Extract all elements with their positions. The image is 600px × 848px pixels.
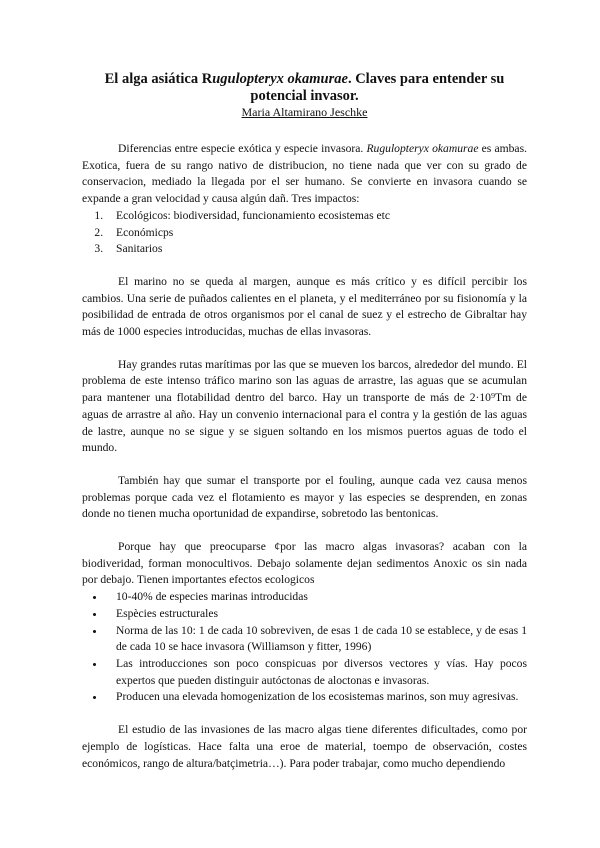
list-item: • 10-40% de especies marinas introducidas [106,589,527,606]
author-name: Maria Altamirano Jeschke [241,105,368,119]
paragraph-1-text-b: es ambas. Exotica, fuera de su rango nativo de distribucion, no tiene nada que ver con su grado de conservacion, mediado la llegada por el ser humano. Se convierte en invasora cuando se expande a gran velocidad y causa algún dañ. Tres impactos: [82,142,527,206]
effects-list [82,589,527,706]
title-species: ugulopteryx okamurae [212,71,348,87]
list-item: 1. Ecológicos: biodiversidad, funcionamiento ecosistemas etc [106,208,527,225]
species-name: Rugulopteryx okamurae [366,142,479,155]
title-suffix: . Claves para entender su potencial invasor. [250,71,505,104]
impacts-list [82,208,527,258]
list-item: 2. Económicps [106,225,527,242]
list-item: • Espècies estructurales [106,606,527,623]
paragraph-1 [82,141,527,208]
document-title [82,71,527,105]
list-item: • Norma de las 10: 1 de cada 10 sobreviven, de esas 1 de cada 10 se establece, y de esas 1 de cada 10 se hace invasora (Williamson y fitter, 1996) [106,623,527,656]
paragraph-4: También hay que sumar el transporte por el fouling, aunque cada vez causa menos problemas porque cada vez el flotamiento es mayor y las especies se desprenden, en zonas donde no tienen mucha oportunidad de expandirse, sobretodo las bentonicas. [82,473,527,521]
paragraph-6: El estudio de las invasiones de las macro algas tiene diferentes dificultades, como por ejemplo de logísticas. Hace falta una eroe de material, toempo de observación, costes económicos, rango de altura/batçimetria…). Para poder trabajar, como mucho dependiendo [82,723,527,770]
document-page [82,71,527,772]
paragraph-1-text-a: Diferencias entre especie exótica y especie invasora. [118,142,367,155]
list-item: 3. Sanitarios [106,241,527,258]
author-line [82,105,527,119]
title-prefix: El alga asiática R [104,71,213,87]
list-item: • Las introducciones son poco conspicuas por diversos vectores y vías. Hay pocos expertos que pueden distinguir autóctonas de aloctonas e invasoras. [106,656,527,689]
paragraph-5: Porque hay que preocuparse ¢por las macro algas invasoras? acaban con la biodiveridad, forman monocultivos. Debajo solamente dejan sedimentos Anoxic os sin nada por debajo. Tienen importantes efectos ecologicos [82,540,527,587]
paragraph-3: Hay grandes rutas marítimas por las que se mueven los barcos, alrededor del mundo. El problema de este intenso tráfico marino son las aguas de arrastre, las aguas que se acumulan para mantener una flotabilidad dentro del barco. Hay un transporte de más de 2·10⁹Tm de aguas de arrastre al año. Hay un convenio internacional para el contra y la gestión de las aguas de lastre, aunque no se sigue y se siguen soltando en los mismos puertos aguas de todo el mundo. [82,357,527,455]
list-item: • Producen una elevada homogenization de los ecosistemas marinos, son muy agresivas. [106,689,527,706]
paragraph-2: El marino no se queda al margen, aunque es más crítico y es difícil percibir los cambios. Una serie de puñados calientes en el planeta, y el mediterráneo por su fisionomía y la posibilidad de entrada de otros organismos por el canal de suez y el estrecho de Gibraltar hay más de 1000 especies introducidas, muchas de ellas invasoras. [82,274,527,339]
